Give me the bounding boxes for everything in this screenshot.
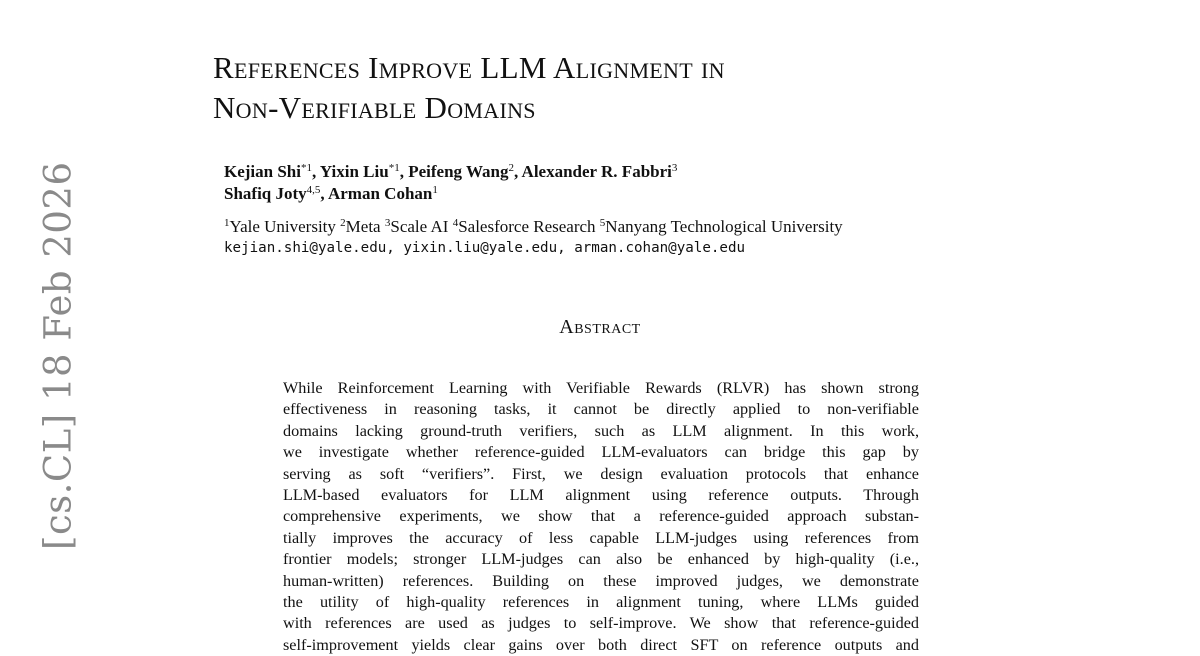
author-name: Kejian Shi: [224, 162, 301, 181]
affiliation-name: Yale University: [229, 217, 336, 236]
abstract-line: While Reinforcement Learning with Verifiable Rewards (RLVR) has shown strong: [283, 379, 919, 397]
author-affil-mark: 4,5: [306, 184, 321, 196]
abstract-line: frontier models; stronger LLM-judges can also be enhanced by high-quality (i.e.,: [283, 550, 919, 569]
author-separator: ,: [312, 162, 320, 181]
abstract-heading: Abstract: [559, 316, 641, 338]
abstract-line: serving as soft “verifiers”. First, we design evaluation protocols that enhance: [283, 464, 919, 483]
abstract-line: comprehensive experiments, we show that a reference-guided approach substan-: [283, 507, 919, 526]
author-affil-mark: 2: [508, 162, 514, 174]
abstract-line: human-written) references. Building on these improved judges, we demonstrate: [283, 571, 919, 590]
paper-title-line-1: References Improve LLM Alignment in: [213, 50, 725, 85]
affiliation-mark: 5: [599, 217, 606, 229]
author-affil-mark: *1: [388, 162, 400, 174]
affiliation-list: [224, 216, 843, 237]
paper-title-line-2: Non-Verifiable Domains: [213, 90, 536, 125]
author-affil-mark: *1: [301, 162, 312, 174]
author-affil-mark: 1: [432, 184, 438, 196]
author-name: Yixin Liu: [319, 162, 389, 181]
paper-title: [213, 48, 725, 128]
abstract-line: self-improvement yields clear gains over both direct SFT on reference outputs and: [283, 635, 919, 654]
abstract-line: domains lacking ground-truth verifiers, such as LLM alignment. In this work,: [283, 421, 919, 440]
abstract-line: effectiveness in reasoning tasks, it cannot be directly applied to non-verifiable: [283, 400, 919, 419]
affiliation-mark: 3: [384, 217, 391, 229]
affiliation-name: Nanyang Technological University: [605, 217, 843, 236]
author-name: Shafiq Joty: [224, 184, 307, 203]
abstract-line: tially improves the accuracy of less capable LLM-judges using references from: [283, 528, 919, 547]
affiliation-name: Scale AI: [390, 217, 449, 236]
affiliation-mark: 1: [224, 217, 230, 229]
affiliation-name: Meta: [345, 217, 381, 236]
author-separator: ,: [320, 184, 328, 203]
author-list: [224, 161, 677, 205]
affiliation-name: Salesforce Research: [458, 217, 596, 236]
author-name: Alexander R. Fabbri: [521, 162, 672, 181]
affiliation-mark: 4: [452, 217, 459, 229]
abstract-line: with references are used as judges to self-improve. We show that reference-guided: [283, 614, 919, 633]
author-affil-mark: 3: [671, 162, 678, 174]
author-line-1: [224, 161, 677, 183]
author-name: Peifeng Wang: [408, 162, 509, 181]
abstract-body: [283, 378, 919, 656]
abstract-line: we investigate whether reference-guided LLM-evaluators can bridge this gap by: [283, 443, 919, 462]
author-separator: ,: [513, 162, 522, 181]
author-separator: ,: [399, 162, 409, 181]
affiliation-mark: 2: [340, 217, 346, 229]
author-name: Arman Cohan: [327, 184, 433, 203]
abstract-line: LLM-based evaluators for LLM alignment using reference outputs. Through: [283, 486, 919, 505]
author-line-2: [224, 183, 677, 205]
arxiv-stamp-text: [cs.CL] 18 Feb 2026: [36, 161, 80, 550]
abstract-line: the utility of high-quality references in alignment tuning, where LLMs guided: [283, 593, 919, 612]
author-emails[interactable]: kejian.shi@yale.edu, yixin.liu@yale.edu, arman.cohan@yale.edu: [224, 240, 746, 256]
